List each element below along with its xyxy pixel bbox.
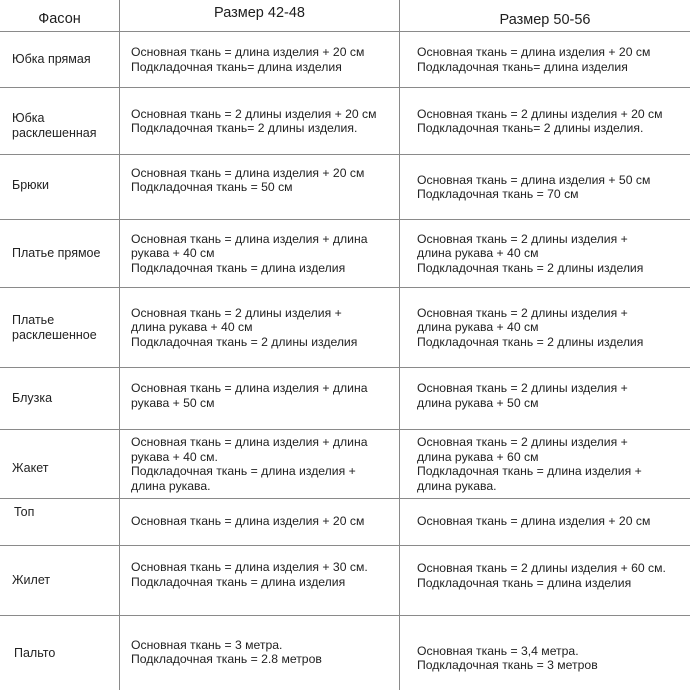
table-row-style (0, 430, 119, 498)
style-name: Брюки (12, 177, 49, 192)
fabric-formula: Основная ткань = 3 метра. Подкладочная ткань = 2.8 метров (131, 637, 322, 666)
table-cell-size2 (400, 155, 690, 219)
table-cell-size1 (120, 616, 399, 690)
table-cell-size1 (120, 88, 399, 154)
table-cell-size1 (120, 368, 399, 429)
table-cell-size1 (120, 220, 399, 287)
table-cell-size2 (400, 546, 690, 615)
fabric-formula: Основная ткань = 2 длины изделия + длина рукава + 40 см Подкладочная ткань = 2 длины изделия (131, 305, 358, 349)
fabric-formula: Основная ткань = длина изделия + длина рукава + 40 см. Подкладочная ткань = длина изделия + длина рукава. (131, 435, 368, 493)
fabric-formula: Основная ткань = длина изделия + 20 см (417, 513, 651, 528)
table-row-style (0, 88, 119, 154)
table-cell-size1 (120, 430, 399, 498)
fabric-formula: Основная ткань = длина изделия + 20 см (131, 513, 365, 528)
table-cell-size2 (400, 88, 690, 154)
style-name: Топ (14, 505, 35, 519)
style-name: Блузка (12, 391, 53, 405)
table-row-style (0, 220, 119, 287)
style-name: Жакет (12, 460, 49, 475)
fabric-formula: Основная ткань = 2 длины изделия + длина рукава + 60 см Подкладочная ткань = длина изделия + длина рукава. (417, 435, 642, 493)
table-cell-size2 (400, 430, 690, 498)
table-cell-size2 (400, 499, 690, 545)
table-cell-size1 (120, 288, 399, 367)
fabric-formula: Основная ткань = длина изделия + 20 см Подкладочная ткань= длина изделия (417, 45, 651, 74)
header-size1-label: Размер 42-48 (214, 4, 305, 21)
table-cell-size1 (120, 155, 399, 219)
fabric-formula: Основная ткань = длина изделия + 20 см Подкладочная ткань= длина изделия (131, 45, 365, 74)
header-size2-label: Размер 50-56 (499, 11, 591, 28)
table-row-style (0, 155, 119, 219)
table-row-style (0, 616, 119, 690)
style-name: Пальто (14, 645, 56, 660)
table-cell-size1 (120, 32, 399, 87)
fabric-formula: Основная ткань = 2 длины изделия + длина рукава + 40 см Подкладочная ткань = 2 длины изделия (417, 231, 644, 275)
fabric-formula: Основная ткань = длина изделия + 50 см Подкладочная ткань = 70 см (417, 172, 651, 201)
style-name: Юбка прямая (12, 52, 91, 66)
fabric-formula: Основная ткань = 2 длины изделия + длина рукава + 40 см Подкладочная ткань = 2 длины изделия (417, 305, 644, 349)
table-row-style (0, 288, 119, 367)
fabric-formula: Основная ткань = 2 длины изделия + 20 см Подкладочная ткань= 2 длины изделия. (417, 106, 663, 135)
table-cell-size2 (400, 616, 690, 690)
style-name: Платье расклешенное (12, 312, 97, 342)
fabric-formula: Основная ткань = длина изделия + 20 см Подкладочная ткань = 50 см (131, 165, 365, 194)
style-name: Жилет (12, 573, 51, 587)
table-row-style (0, 499, 119, 545)
table-cell-size2 (400, 288, 690, 367)
header-style (0, 0, 119, 31)
table-row-style (0, 546, 119, 615)
table-row-style (0, 32, 119, 87)
fabric-formula: Основная ткань = 2 длины изделия + длина рукава + 50 см (417, 381, 628, 410)
table-cell-size1 (120, 546, 399, 615)
fabric-formula: Основная ткань = 3,4 метра. Подкладочная ткань = 3 метров (417, 643, 598, 672)
fabric-formula: Основная ткань = длина изделия + 30 см. Подкладочная ткань = длина изделия (131, 560, 368, 589)
fabric-formula: Основная ткань = 2 длины изделия + 20 см Подкладочная ткань= 2 длины изделия. (131, 106, 377, 135)
table-cell-size2 (400, 368, 690, 429)
table-cell-size1 (120, 499, 399, 545)
header-style-label: Фасон (38, 10, 81, 27)
fabric-formula: Основная ткань = длина изделия + длина рукава + 40 см Подкладочная ткань = длина изделия (131, 231, 368, 275)
header-size-50-56 (400, 0, 690, 31)
header-size-42-48 (120, 0, 399, 31)
table-cell-size2 (400, 220, 690, 287)
table-row-style (0, 368, 119, 429)
fabric-formula: Основная ткань = 2 длины изделия + 60 см. Подкладочная ткань = длина изделия (417, 561, 666, 590)
table-cell-size2 (400, 32, 690, 87)
style-name: Платье прямое (12, 246, 101, 260)
fabric-formula: Основная ткань = длина изделия + длина рукава + 50 см (131, 381, 368, 410)
style-name: Юбка расклешенная (12, 110, 97, 140)
